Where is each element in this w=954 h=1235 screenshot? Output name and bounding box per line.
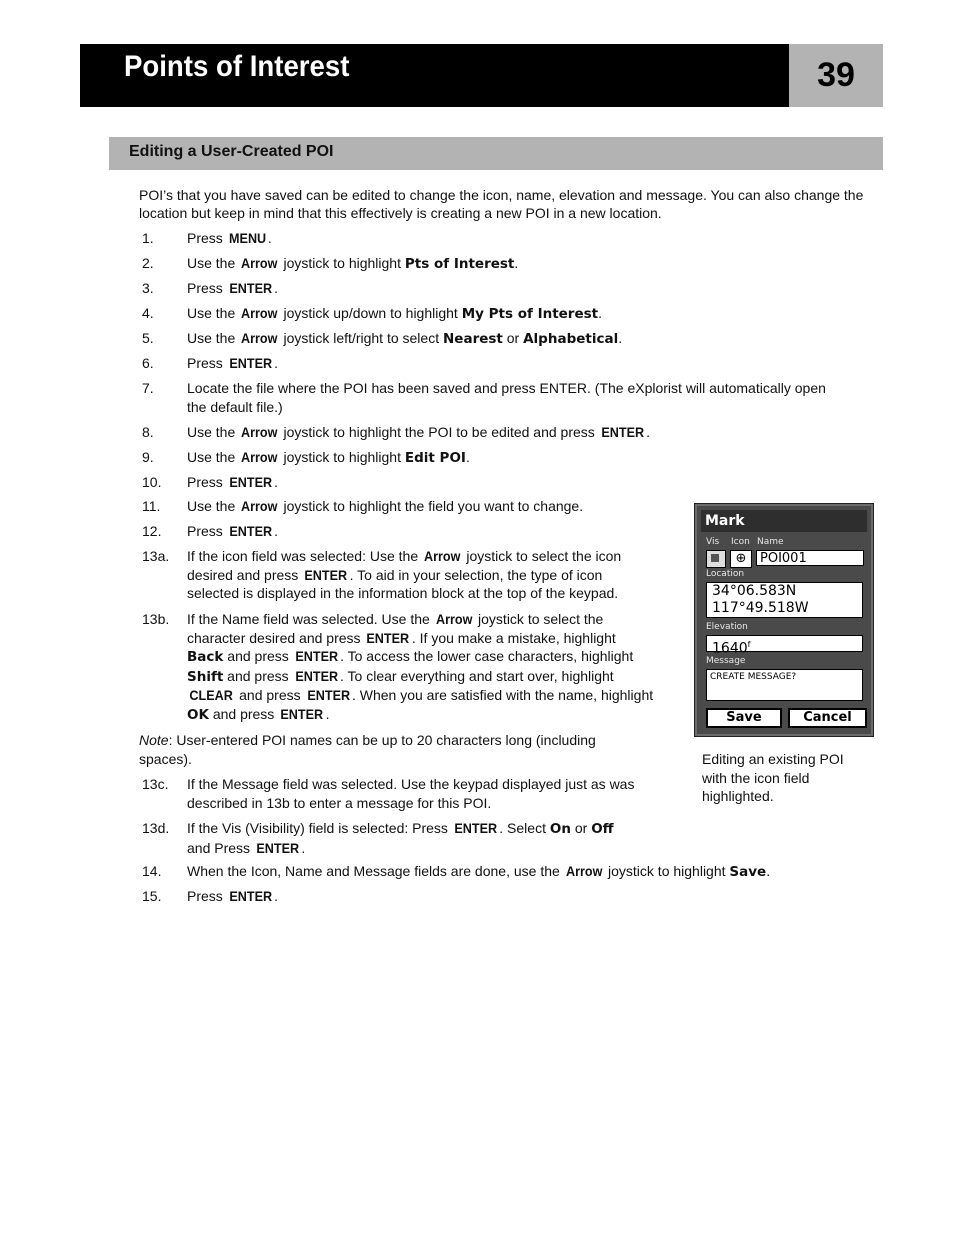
- step-text: Use the: [187, 255, 240, 271]
- step-number: 15.: [142, 888, 162, 904]
- step-number: 13d.: [142, 820, 170, 836]
- step-content: [187, 448, 470, 468]
- step-keyword: ENTER: [306, 687, 350, 704]
- step-keyword: ENTER: [229, 474, 272, 490]
- step-text: Press: [187, 280, 227, 296]
- step-number: 11.: [142, 498, 161, 514]
- step-keyword: ENTER: [229, 888, 272, 904]
- icon-field[interactable]: [730, 550, 752, 568]
- step-text: selected is displayed in the information block at the top of the keypad.: [187, 585, 619, 602]
- step-content: [187, 819, 614, 857]
- name-label: Name: [757, 537, 784, 547]
- step-keyword: Arrow: [241, 498, 278, 514]
- device-screenshot: [694, 503, 874, 737]
- crosshair-icon: ⊕: [735, 551, 747, 566]
- step-text: . To clear everything and start over, highlight: [340, 667, 614, 684]
- step-text: Press: [187, 230, 227, 246]
- step-keyword: ENTER: [294, 667, 338, 684]
- step-text: Press: [187, 888, 227, 904]
- name-field[interactable]: POI001: [756, 550, 864, 566]
- step-text: joystick to highlight the POI to be edited and press: [279, 424, 599, 440]
- note-label: Note: [139, 732, 169, 748]
- step-text: . When you are satisfied with the name, highlight: [351, 687, 654, 704]
- step-content: [187, 522, 278, 541]
- step-text: joystick to highlight: [604, 863, 730, 879]
- step-text: described in 13b to enter a message for this POI.: [187, 794, 492, 811]
- page-header: [80, 44, 789, 107]
- step-number: 7.: [142, 380, 154, 396]
- step-keyword: Arrow: [241, 255, 278, 271]
- step-number: 9.: [142, 449, 154, 465]
- step-text: .: [274, 474, 279, 490]
- step-keyword: Alphabetical: [523, 331, 619, 347]
- location-field[interactable]: [706, 582, 863, 618]
- step-keyword: CLEAR: [189, 687, 233, 704]
- step-text: Press: [187, 474, 227, 490]
- step-text: and Press: [187, 839, 254, 856]
- step-text: Use the: [187, 424, 240, 440]
- step-text: Press: [187, 355, 227, 371]
- step-text: .: [465, 449, 470, 465]
- step-number: 8.: [142, 424, 154, 440]
- step-number: 13b.: [142, 611, 170, 627]
- latitude-value: 34°06.583N: [712, 583, 797, 599]
- step-number: 13a.: [142, 548, 170, 564]
- step-content: [187, 497, 583, 516]
- step-text: joystick to highlight: [279, 255, 405, 271]
- step-text: character desired and press: [187, 629, 365, 646]
- step-text: .: [274, 355, 279, 371]
- vis-checkbox[interactable]: [706, 550, 726, 568]
- step-content: [187, 379, 826, 416]
- step-text: and press: [223, 648, 293, 665]
- step-keyword: Arrow: [424, 548, 461, 564]
- step-content: [187, 862, 770, 882]
- step-text: Press: [187, 523, 227, 539]
- step-number: 1.: [142, 230, 154, 246]
- step-text: or: [570, 820, 592, 836]
- step-content: [187, 887, 278, 906]
- step-keyword: Arrow: [241, 449, 278, 465]
- step-text: If the Name field was selected. Use the: [187, 611, 434, 627]
- step-keyword: ENTER: [366, 629, 410, 646]
- icon-label: Icon: [731, 537, 750, 547]
- location-label: Location: [706, 569, 745, 579]
- step-text: Use the: [187, 449, 240, 465]
- longitude-value: 117°49.518W: [712, 600, 809, 616]
- step-keyword: Arrow: [241, 305, 278, 321]
- step-keyword: Arrow: [241, 424, 278, 440]
- step-text: joystick to select the icon: [462, 548, 622, 564]
- step-keyword: Save: [729, 864, 767, 880]
- step-number: 4.: [142, 305, 154, 321]
- step-keyword: Arrow: [241, 330, 278, 346]
- step-content: [187, 775, 634, 812]
- note-text-1: : User-entered POI names can be up to 20 characters long (including: [168, 732, 596, 748]
- step-number: 12.: [142, 523, 162, 539]
- step-content: [187, 279, 278, 298]
- intro-paragraph: POI’s that you have saved can be edited to change the icon, name, elevation and message. You can also change the location but keep in mind that this effectively is creating a new POI in a new location.: [139, 187, 864, 221]
- step-keyword: On: [549, 821, 571, 837]
- step-content: [187, 254, 518, 274]
- step-number: 3.: [142, 280, 154, 296]
- step-text: .: [514, 255, 519, 271]
- step-keyword: Back: [187, 649, 224, 666]
- step-number: 5.: [142, 330, 154, 346]
- step-keyword: Pts of Interest: [404, 256, 515, 272]
- step-text: .: [646, 424, 651, 440]
- step-keyword: ENTER: [229, 523, 272, 539]
- step-text: joystick up/down to highlight: [279, 305, 462, 321]
- step-number: 13c.: [142, 776, 169, 792]
- step-number: 6.: [142, 355, 154, 371]
- message-label: Message: [706, 656, 746, 666]
- step-text: Use the: [187, 330, 240, 346]
- note-text-2: spaces).: [139, 750, 192, 767]
- step-text: and press: [235, 687, 305, 704]
- step-keyword: Shift: [187, 668, 224, 685]
- step-keyword: Nearest: [443, 331, 503, 347]
- step-number: 10.: [142, 474, 162, 490]
- step-keyword: ENTER: [454, 820, 497, 836]
- step-text: . To aid in your selection, the type of icon: [349, 566, 603, 583]
- step-content: [187, 229, 272, 248]
- step-text: joystick to highlight: [279, 449, 405, 465]
- step-text: . To access the lower case characters, highlight: [340, 648, 634, 665]
- step-text: . If you make a mistake, highlight: [411, 629, 616, 646]
- elevation-field[interactable]: [706, 635, 863, 657]
- step-text: and press: [223, 667, 293, 684]
- step-text: or: [502, 330, 524, 346]
- step-keyword: ENTER: [229, 355, 272, 371]
- page-number: 39: [789, 44, 883, 107]
- step-text: joystick left/right to select: [279, 330, 443, 346]
- step-text: .: [267, 230, 272, 246]
- step-keyword: Arrow: [435, 611, 473, 627]
- step-text: desired and press: [187, 566, 303, 583]
- section-title: Editing a User-Created POI: [129, 143, 334, 160]
- step-text: the default file.): [187, 398, 283, 415]
- step-content: [187, 354, 278, 373]
- step-text: and press: [208, 705, 279, 722]
- save-button[interactable]: Save: [706, 708, 782, 728]
- step-text: .: [274, 523, 279, 539]
- step-keyword: ENTER: [229, 280, 272, 296]
- step-text: Use the: [187, 305, 240, 321]
- step-keyword: ENTER: [295, 648, 338, 665]
- step-text: .: [618, 330, 623, 346]
- step-text: joystick to select the: [474, 611, 604, 627]
- elevation-value: 1640: [712, 640, 748, 657]
- step-keyword: Arrow: [565, 863, 603, 879]
- step-text: When the Icon, Name and Message fields are done, use the: [187, 863, 564, 879]
- vis-check-mark: [711, 554, 719, 562]
- step-text: .: [766, 863, 771, 879]
- step-number: 2.: [142, 255, 154, 271]
- elevation-label: Elevation: [706, 622, 748, 632]
- step-text: .: [274, 280, 279, 296]
- step-keyword: ENTER: [601, 424, 644, 440]
- step-keyword: Off: [591, 821, 614, 837]
- step-content: [187, 329, 622, 349]
- step-content: [187, 304, 602, 324]
- step-text: .: [325, 705, 330, 722]
- step-text: .: [274, 888, 279, 904]
- cancel-button[interactable]: Cancel: [788, 708, 867, 728]
- step-keyword: My Pts of Interest: [461, 306, 599, 322]
- note: [139, 731, 669, 768]
- step-text: .: [301, 839, 306, 856]
- step-keyword: ENTER: [304, 566, 348, 583]
- step-text: If the Message field was selected. Use the keypad displayed just as was: [187, 776, 635, 792]
- step-text: Locate the file where the POI has been saved and press ENTER. (The eXplorist will automatically open: [187, 380, 826, 396]
- step-keyword: MENU: [228, 230, 266, 246]
- section-bar: [109, 137, 883, 170]
- figure-caption: Editing an existing POI with the icon field highlighted.: [702, 751, 844, 805]
- elevation-unit: f: [747, 640, 751, 649]
- page-title: Points of Interest: [124, 50, 350, 83]
- step-keyword: Edit POI: [404, 450, 466, 466]
- step-text: . Select: [499, 820, 550, 836]
- step-keyword: ENTER: [280, 705, 324, 722]
- vis-label: Vis: [706, 537, 720, 547]
- step-content: [187, 423, 650, 442]
- step-text: .: [598, 305, 603, 321]
- step-number: 14.: [142, 863, 162, 879]
- step-text: If the Vis (Visibility) field is selected: Press: [187, 820, 452, 836]
- step-content: [187, 547, 621, 603]
- step-text: Use the: [187, 498, 240, 514]
- step-keyword: OK: [187, 706, 209, 723]
- step-content: [187, 473, 278, 492]
- device-title: Mark: [701, 510, 867, 532]
- message-field[interactable]: CREATE MESSAGE?: [706, 669, 863, 701]
- step-text: joystick to highlight the field you want to change.: [279, 498, 584, 514]
- step-content: [187, 610, 653, 725]
- step-keyword: ENTER: [256, 839, 300, 856]
- step-text: If the icon field was selected: Use the: [187, 548, 423, 564]
